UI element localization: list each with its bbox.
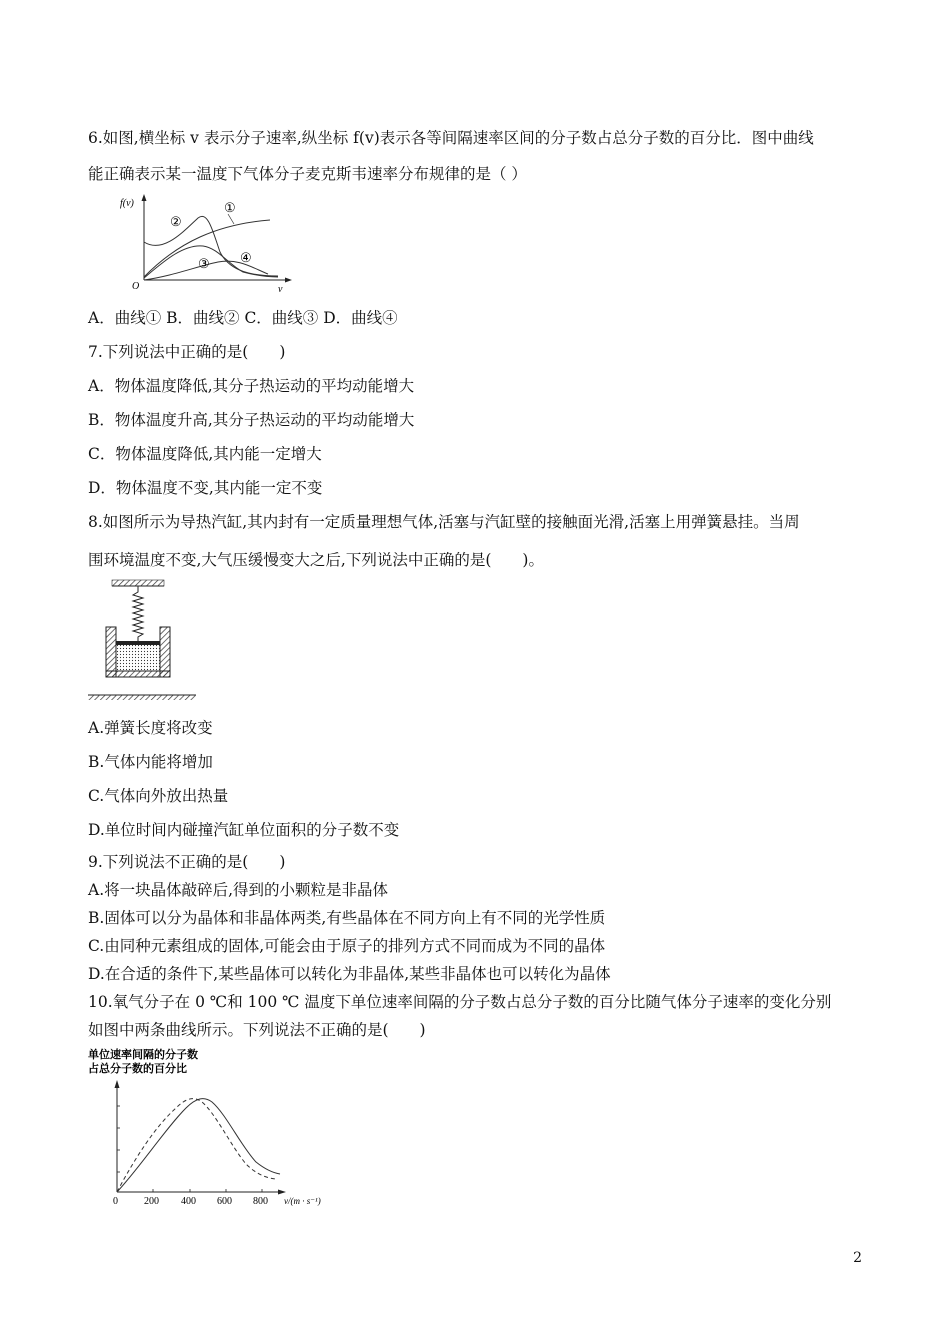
q10-stem-line1: 10.氧气分子在 0 ℃和 100 ℃ 温度下单位速率间隔的分子数占总分子数的百分比随气体分子速率的变化分别 [88, 993, 832, 1011]
q7-option-a: A．物体温度降低,其分子热运动的平均动能增大 [88, 377, 415, 395]
page-number: 2 [853, 1250, 862, 1266]
q6-origin-label: O [132, 281, 140, 292]
q7-option-c: C．物体温度降低,其内能一定增大 [88, 445, 322, 463]
q6-stem-line1: 6.如图,横坐标 v 表示分子速率,纵坐标 f(v)表示各等间隔速率区间的分子数占总分子数的百分比．图中曲线 [88, 129, 814, 147]
q10-y-arrow [115, 1080, 120, 1088]
cylinder-bottom [106, 671, 170, 677]
q8-option-a: A.弹簧长度将改变 [88, 719, 213, 737]
q8-stem-line2: 围环境温度不变,大气压缓慢变大之后,下列说法中正确的是( )。 [88, 551, 544, 569]
q6-curve-label-2: ② [170, 214, 182, 229]
q10-x-tick-600: 600 [217, 1196, 232, 1207]
q6-y-arrow [142, 194, 147, 201]
q6-options: A．曲线① B．曲线② C．曲线③ D．曲线④ [88, 309, 398, 327]
q8-stem-line1: 8.如图所示为导热汽缸,其内封有一定质量理想气体,活塞与汽缸壁的接触面光滑,活塞上用弹簧悬挂。当周 [88, 513, 800, 531]
q6-curve-2 [144, 216, 278, 276]
q10-x-tick-800: 800 [253, 1196, 268, 1207]
q6-curve-label-3: ③ [198, 256, 210, 271]
q10-y-label-line1: 单位速率间隔的分子数 [88, 1049, 198, 1061]
q6-figure [118, 192, 298, 296]
q6-x-label: v [278, 284, 283, 295]
q8-option-d: D.单位时间内碰撞汽缸单位面积的分子数不变 [88, 821, 400, 839]
q10-figure [86, 1046, 346, 1214]
q10-x-tick-400: 400 [181, 1196, 196, 1207]
q10-curve-0c [117, 1099, 276, 1192]
q9-option-a: A.将一块晶体敲碎后,得到的小颗粒是非晶体 [88, 881, 389, 899]
cylinder-right-wall [160, 627, 170, 677]
q6-x-arrow [285, 278, 292, 283]
q7-stem: 7.下列说法中正确的是( ) [88, 343, 286, 361]
cylinder-left-wall [106, 627, 116, 677]
q7-option-d: D．物体温度不变,其内能一定不变 [88, 479, 323, 497]
q6-curve-label-4: ④ [240, 250, 252, 265]
q8-option-c: C.气体向外放出热量 [88, 787, 229, 805]
q8-option-b: B.气体内能将增加 [88, 753, 213, 771]
q10-y-label-line2: 占总分子数的百分比 [88, 1063, 187, 1075]
piston [116, 641, 160, 645]
q7-option-b: B．物体温度升高,其分子热运动的平均动能增大 [88, 411, 415, 429]
q6-leader-1 [228, 214, 234, 224]
q8-figure [86, 578, 198, 704]
q10-x-tick-0: 0 [113, 1196, 118, 1207]
q6-curve-3 [144, 246, 278, 278]
q10-stem-line2: 如图中两条曲线所示。下列说法不正确的是( ) [88, 1021, 426, 1039]
q10-curve-100c [117, 1099, 280, 1192]
q9-stem: 9.下列说法不正确的是( ) [88, 853, 286, 871]
spring [133, 586, 143, 641]
q9-option-d: D.在合适的条件下,某些晶体可以转化为非晶体,某些非晶体也可以转化为晶体 [88, 965, 611, 983]
gas [116, 645, 160, 671]
q9-option-c: C.由同种元素组成的固体,可能会由于原子的排列方式不同而成为不同的晶体 [88, 937, 606, 955]
q10-x-label: v/(m · s⁻¹) [284, 1196, 321, 1206]
q6-stem-line2: 能正确表示某一温度下气体分子麦克斯韦速率分布规律的是（ ） [88, 165, 527, 183]
q6-curve-label-1: ① [224, 200, 236, 215]
ground [88, 695, 196, 700]
q6-y-label: f(v) [120, 198, 134, 209]
q9-option-b: B.固体可以分为晶体和非晶体两类,有些晶体在不同方向上有不同的光学性质 [88, 909, 606, 927]
q10-x-tick-200: 200 [144, 1196, 159, 1207]
q10-x-arrow [278, 1190, 286, 1195]
ceiling-support [112, 580, 164, 586]
